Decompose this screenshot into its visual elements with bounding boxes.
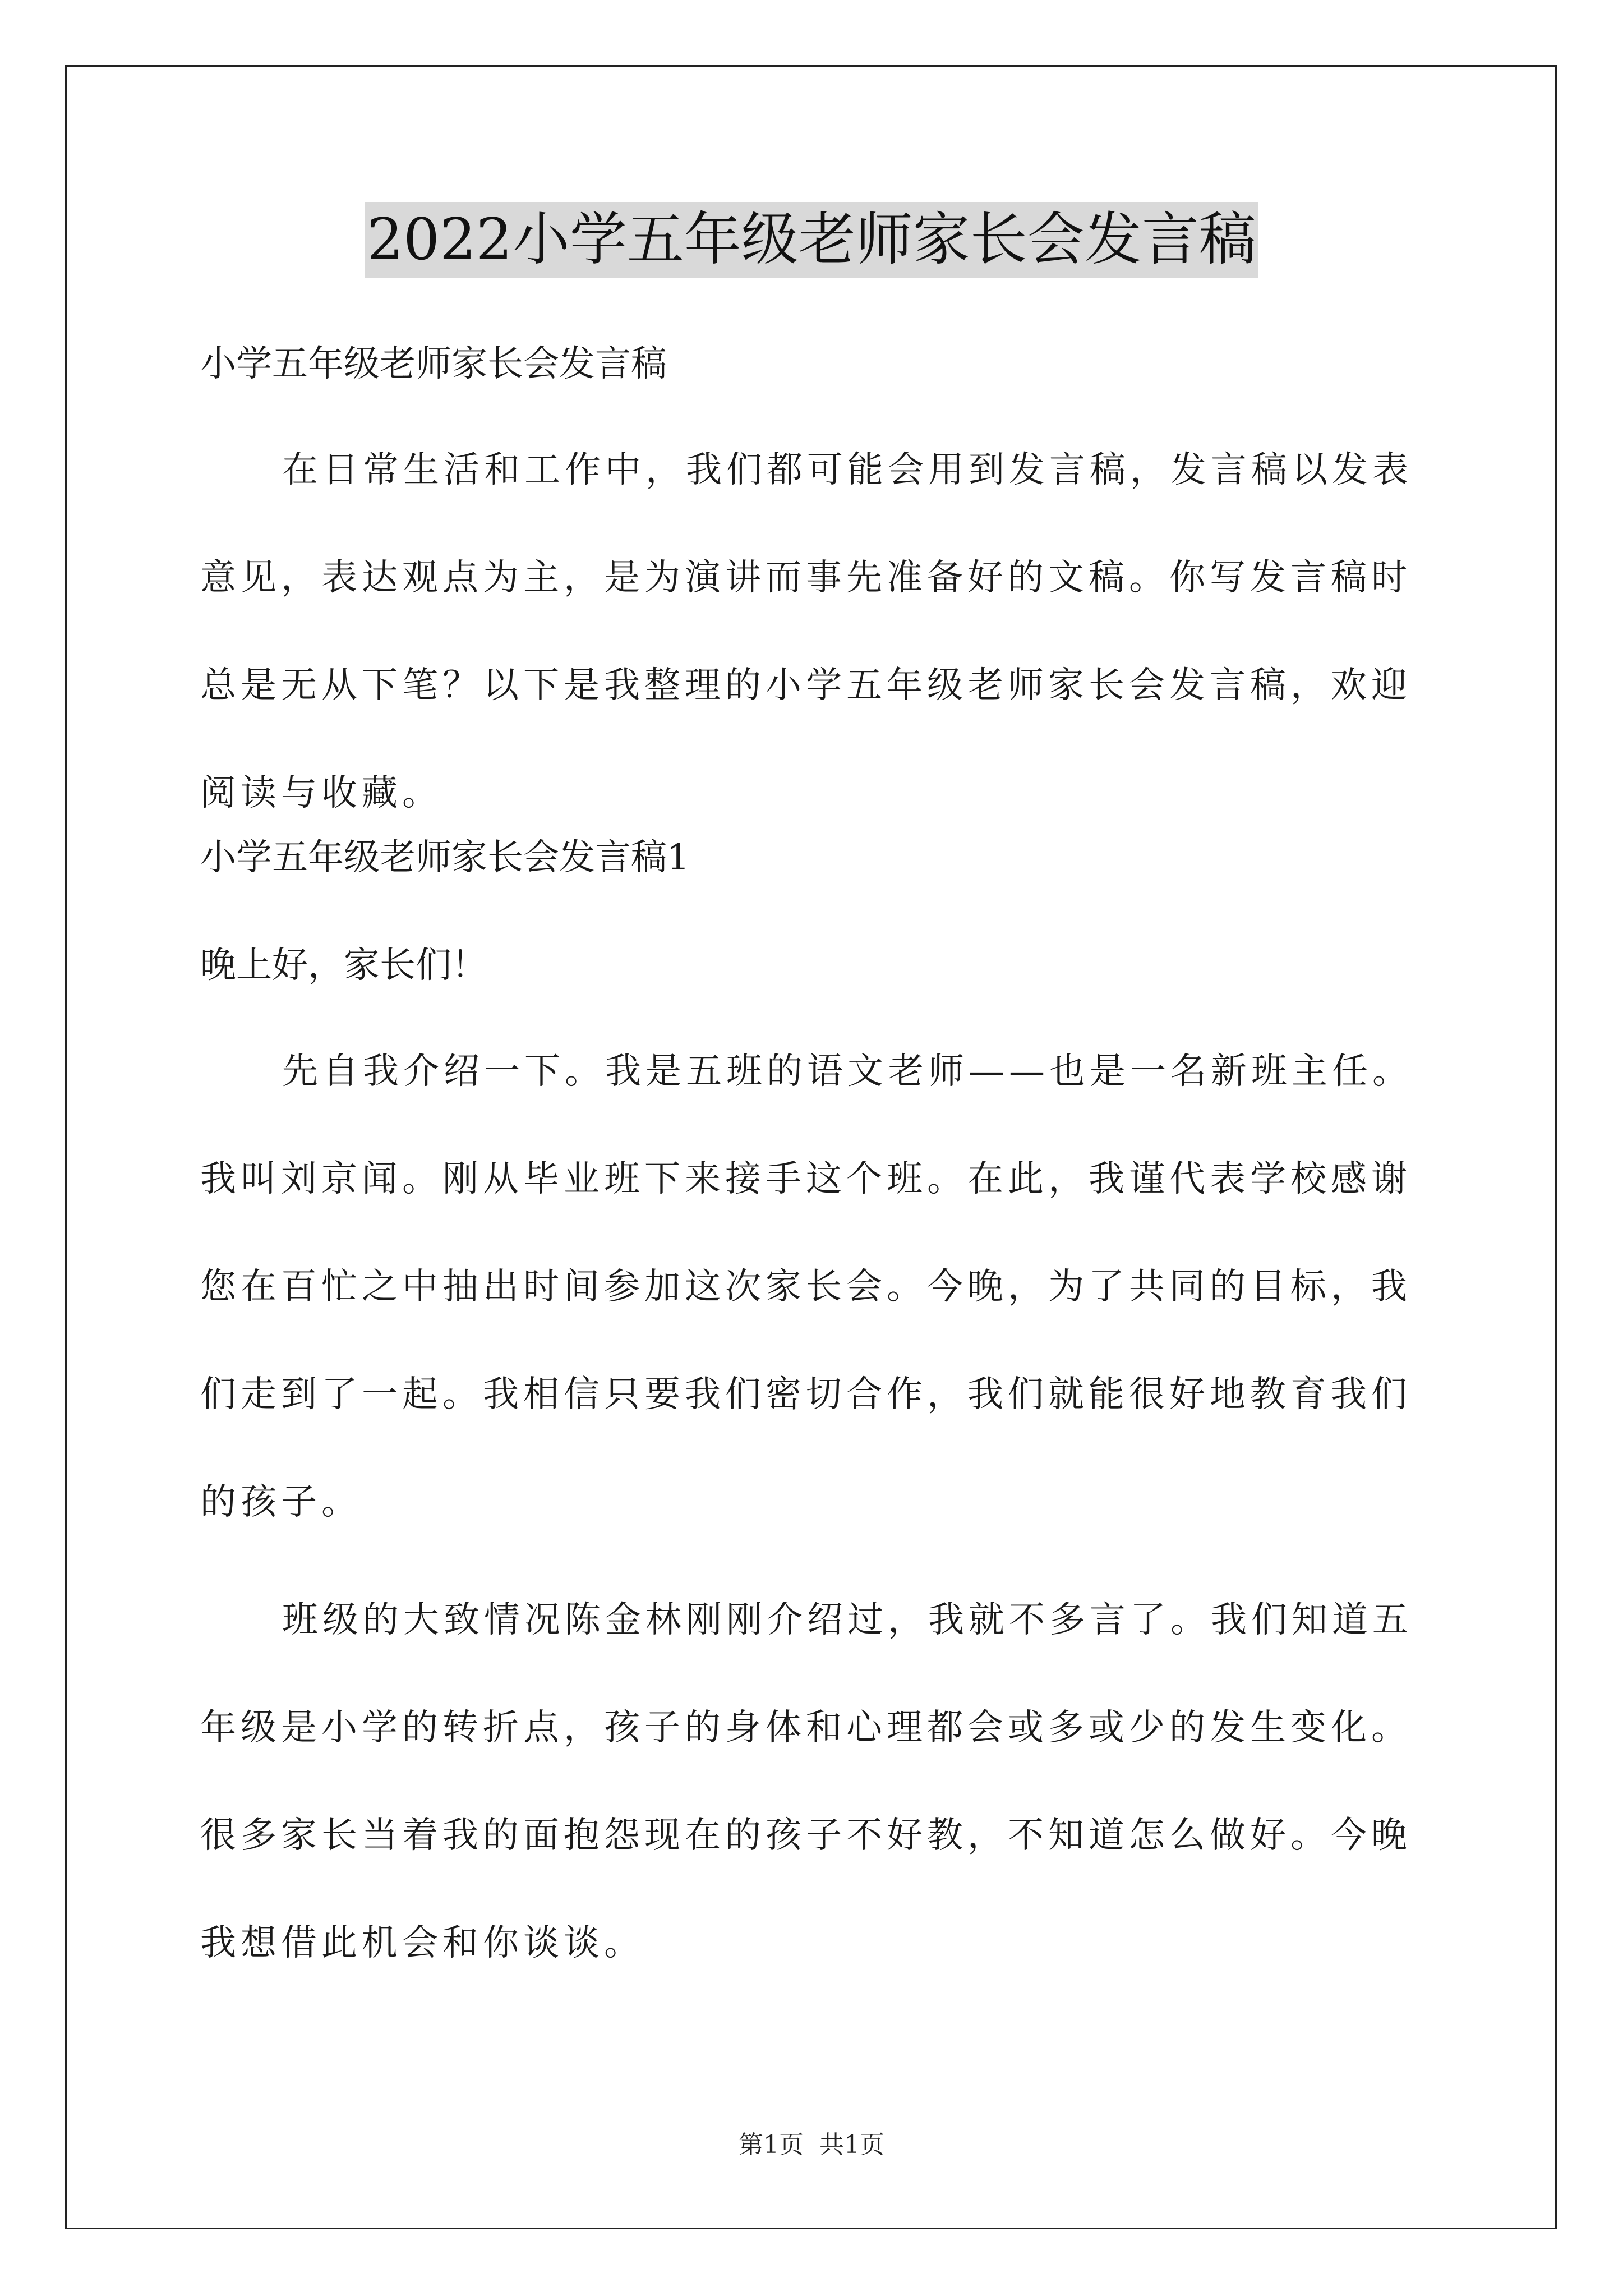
document-subtitle: 小学五年级老师家长会发言稿 <box>200 343 667 385</box>
page-number: 第1页 <box>739 2131 804 2159</box>
section-heading: 小学五年级老师家长会发言稿1 <box>200 837 690 878</box>
body-paragraph-1: 先自我介绍一下。我是五班的语文老师——也是一名新班主任。我叫刘京闻。刚从毕业班下来接手这个班。在此，我谨代表学校感谢您在百忙之中抽出时间参加这次家长会。今晚，为了共同的目标，我们走到了一起。我相信只要我们密切合作，我们就能很好地教育我们的孩子。 <box>200 1051 1413 1523</box>
title-wrapper <box>0 202 1623 278</box>
page-footer <box>0 2128 1623 2162</box>
intro-paragraph: 在日常生活和工作中，我们都可能会用到发言稿，发言稿以发表意见，表达观点为主，是为演讲而事先准备好的文稿。你写发言稿时总是无从下笔？以下是我整理的小学五年级老师家长会发言稿，欢迎阅读与收藏。 <box>200 449 1413 814</box>
document-body <box>200 306 1428 1997</box>
body-paragraph-2: 班级的大致情况陈金林刚刚介绍过，我就不多言了。我们知道五年级是小学的转折点，孩子的身体和心理都会或多或少的发生变化。很多家长当着我的面抱怨现在的孩子不好教，不知道怎么做好。今晚我想借此机会和你谈谈。 <box>200 1599 1413 1964</box>
page-total: 共1页 <box>819 2131 884 2159</box>
greeting: 晚上好，家长们！ <box>200 945 487 986</box>
document-title: 2022小学五年级老师家长会发言稿 <box>365 202 1258 278</box>
